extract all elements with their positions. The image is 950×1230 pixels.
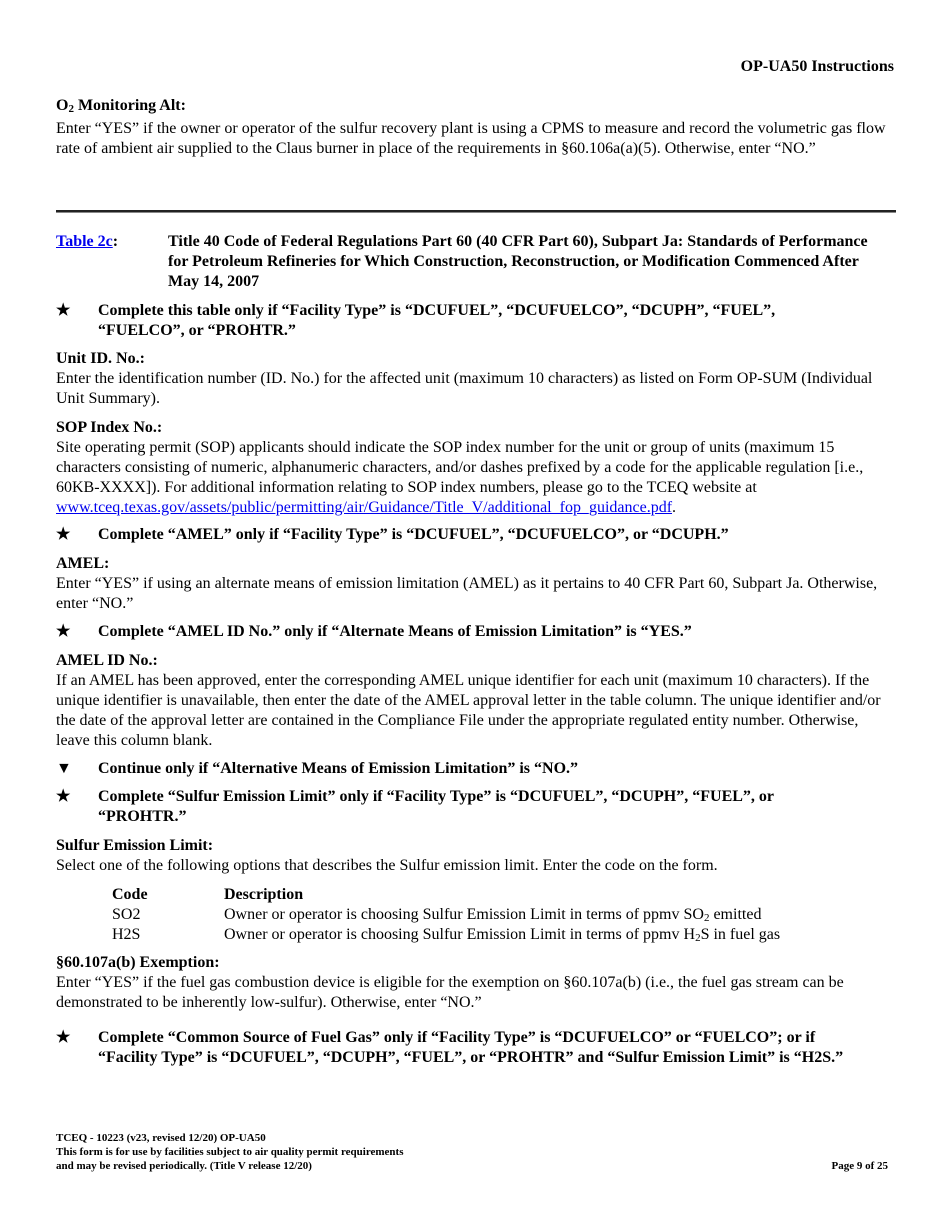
note-1-text: Complete this table only if “Facility Type” is “DCUFUEL”, “DCUFUELCO”, “DCUPH”, “FUEL”, “FUELCO”, or “PROHTR.” [98, 302, 776, 339]
table-title: Title 40 Code of Federal Regulations Part 60 (40 CFR Part 60), Subpart Ja: Standards of Performance for Petroleum Refineries for Which Construction, Reconstruction, or Modification Commenced After May 14, 2007 [168, 233, 868, 290]
sop-index-heading: SOP Index No.: [56, 419, 163, 436]
o2-monitoring-section [56, 96, 896, 159]
table-label [56, 232, 118, 252]
description-text: Owner or operator is choosing Sulfur Emission Limit in terms of ppmv H [224, 926, 696, 943]
note-5-text: Complete “Sulfur Emission Limit” only if “Facility Type” is “DCUFUEL”, “DCUPH”, “FUEL”, or “PROHTR.” [98, 788, 774, 825]
star-icon: ★ [56, 623, 71, 640]
sop-index-text [56, 438, 896, 518]
sulfur-code-table [112, 885, 892, 945]
amel-id-section [56, 651, 896, 751]
footer-notice-line-1: This form is for use by facilities subject to air quality permit requirements [56, 1146, 404, 1158]
unit-id-text: Enter the identification number (ID. No.) for the affected unit (maximum 10 characters) as listed on Form OP-SUM (Individual Unit Summary). [56, 370, 873, 407]
table-row [112, 925, 892, 945]
amel-section [56, 554, 896, 614]
exemption-text: Enter “YES” if the fuel gas combustion device is eligible for the exemption on §60.107a(b) (i.e., the fuel gas stream can be demonstrated to be inherently low-sulfur). Otherwise, enter “NO.” [56, 974, 844, 1011]
note-2-text: Complete “AMEL” only if “Facility Type” is “DCUFUEL”, “DCUFUELCO”, or “DCUPH.” [98, 526, 729, 543]
note-4-text: Continue only if “Alternative Means of Emission Limitation” is “NO.” [98, 760, 579, 777]
tceq-guidance-link[interactable]: www.tceq.texas.gov/assets/public/permitting/air/Guidance/Title_V/additional_fop_guidance.pdf [56, 499, 673, 516]
unit-id-section [56, 349, 896, 409]
amel-id-text: If an AMEL has been approved, enter the corresponding AMEL unique identifier for each unit (maximum 10 characters). If the unique identifier is unavailable, then enter the date of the AMEL approval letter in the table column. The unique identifier and/or the date of the approval letter are contained in the Compliance File under the appropriate regulated entity number. Otherwise, leave this column blank. [56, 672, 881, 749]
note-3-text: Complete “AMEL ID No.” only if “Alternate Means of Emission Limitation” is “YES.” [98, 623, 692, 640]
sop-index-period: . [672, 499, 677, 516]
description-text-end: emitted [709, 906, 762, 923]
sulfur-limit-text: Select one of the following options that describes the Sulfur emission limit. Enter the code on the form. [56, 857, 718, 874]
o2-monitoring-heading [56, 96, 896, 119]
note-6-text: Complete “Common Source of Fuel Gas” only if “Facility Type” is “DCUFUELCO” or “FUELCO”; or if “Facility Type” is “DCUFUEL”, “DCUPH”, “FUEL”, or “PROHTR” and “Sulfur Emission Limit” is “H2S.” [98, 1029, 844, 1066]
page-footer [56, 1131, 404, 1173]
sop-index-body: Site operating permit (SOP) applicants should indicate the SOP index number for the unit or group of units (maximum 15 characters consisting of numeric, alphanumeric characters, and/or dashes prefixed by a code for the applicable regulation [i.e., 60KB-XXXX]). For additional information relating to SOP index numbers, please go to the TCEQ website at [56, 439, 864, 496]
description-column-header: Description [224, 886, 304, 903]
o2-heading-o: O [56, 97, 69, 114]
footer-notice-line-2: and may be revised periodically. (Title V release 12/20) [56, 1160, 312, 1172]
exemption-section [56, 953, 896, 1013]
unit-id-heading: Unit ID. No.: [56, 350, 145, 367]
description-subscript: 2 [695, 932, 701, 944]
page-number: Page 9 of 25 [831, 1160, 888, 1172]
o2-heading-subscript: 2 [68, 103, 74, 115]
amel-text: Enter “YES” if using an alternate means of emission limitation (AMEL) as it pertains to 40 CFR Part 60, Subpart Ja. Otherwise, enter “NO.” [56, 575, 878, 612]
o2-heading-rest: Monitoring Alt: [73, 97, 186, 114]
description-cell [224, 925, 780, 948]
code-cell: H2S [112, 926, 141, 943]
code-cell: SO2 [112, 906, 141, 923]
sulfur-limit-heading: Sulfur Emission Limit: [56, 837, 214, 854]
triangle-down-icon: ▼ [56, 760, 72, 777]
description-subscript: 2 [703, 912, 710, 924]
star-icon: ★ [56, 526, 71, 543]
table-row [112, 905, 892, 925]
star-icon: ★ [56, 1029, 71, 1046]
star-icon: ★ [56, 788, 71, 805]
code-table-header [112, 885, 892, 905]
amel-heading: AMEL: [56, 555, 110, 572]
description-text-end: S in fuel gas [700, 926, 781, 943]
table-2c-link[interactable]: Table 2c [56, 233, 113, 250]
sop-index-section [56, 418, 896, 518]
code-column-header: Code [112, 886, 148, 903]
page-header-title: OP-UA50 Instructions [740, 58, 894, 75]
table-label-colon: : [112, 233, 119, 250]
amel-id-heading: AMEL ID No.: [56, 652, 158, 669]
star-icon: ★ [56, 302, 71, 319]
footer-form-id: TCEQ - 10223 (v23, revised 12/20) OP-UA50 [56, 1132, 266, 1144]
description-text: Owner or operator is choosing Sulfur Emission Limit in terms of ppmv SO [224, 906, 704, 923]
o2-monitoring-text: Enter “YES” if the owner or operator of the sulfur recovery plant is using a CPMS to measure and record the volumetric gas flow rate of ambient air supplied to the Claus burner in place of the requirements in §60.106a(a)(5). Otherwise, enter “NO.” [56, 120, 886, 157]
exemption-heading: §60.107a(b) Exemption: [56, 954, 220, 971]
section-divider [56, 210, 896, 213]
sulfur-limit-section [56, 836, 896, 876]
